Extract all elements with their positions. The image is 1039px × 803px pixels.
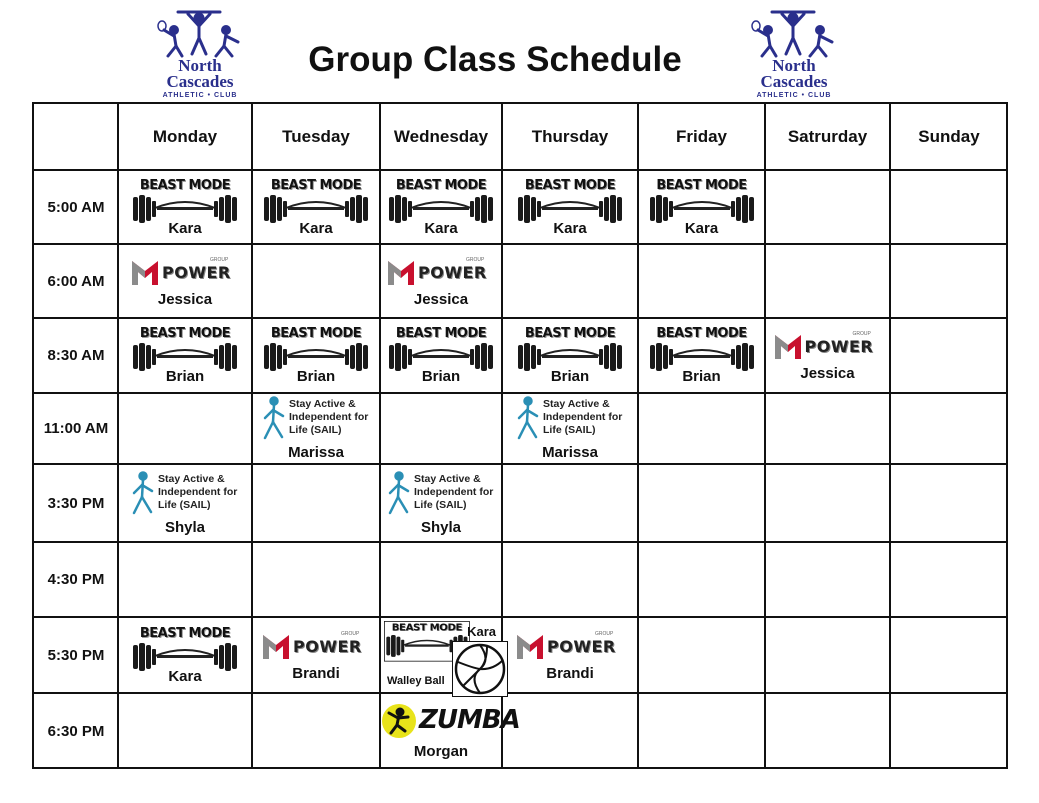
beast-mode-logo [131, 626, 239, 676]
sail-logo [386, 471, 496, 517]
beast-mode-text: BEAST MODE [656, 177, 747, 193]
class-cell-sail[interactable] [118, 464, 252, 542]
instructor-name: Kara [684, 219, 719, 237]
beast-mode-logo [648, 326, 756, 376]
group-power-text: POWER [547, 636, 616, 656]
sail-logo [130, 471, 240, 517]
group-power-text: POWER [293, 636, 362, 656]
instructor-name: Jessica [157, 290, 213, 308]
sail-text: Stay Active & Independent for Life (SAIL) [543, 398, 623, 436]
page-title: Group Class Schedule [308, 40, 682, 79]
beast-mode-text: BEAST MODE [395, 326, 487, 341]
beast-mode-text: BEAST MODE [524, 326, 616, 341]
zumba-text: ZUMBA [419, 704, 520, 735]
group-power-small-text: GROUP [852, 331, 871, 337]
group-power-text: POWER [804, 337, 874, 356]
beast-mode-logo [387, 178, 495, 228]
combo-class-wrap [380, 617, 502, 693]
instructor-name: Shyla [164, 518, 206, 536]
sail-logo [515, 396, 625, 442]
class-cell-beast-mode[interactable] [118, 318, 252, 393]
day-header-sunday: Sunday [918, 127, 980, 146]
beast-mode-text: BEAST MODE [524, 177, 616, 193]
instructor-name: Brandi [546, 664, 594, 682]
walley-ball-label: Walley Ball [387, 675, 445, 687]
sail-text: Stay Active & Independent for Life (SAIL) [414, 472, 494, 511]
class-cell-group-power[interactable] [380, 244, 502, 318]
walking-person-icon [130, 471, 156, 517]
class-cell-beast-mode[interactable] [638, 170, 765, 244]
barbell-icon [516, 326, 624, 376]
power-m-icon [773, 331, 803, 361]
athletes-icon [750, 8, 838, 60]
barbell-icon [131, 178, 239, 228]
walking-person-icon [386, 471, 412, 517]
logo-text-north: North [772, 56, 816, 75]
class-cell-group-power[interactable] [765, 318, 890, 393]
class-cell-beast-mode[interactable] [502, 170, 638, 244]
beast-mode-text: BEAST MODE [270, 177, 362, 193]
day-header-thursday: Thursday [531, 127, 609, 146]
time-slot-label: 6:00 AM [47, 272, 105, 290]
zumba-logo [381, 703, 520, 741]
beast-mode-text: BEAST MODE [656, 326, 747, 341]
beast-mode-text: BEAST MODE [270, 326, 362, 341]
instructor-name: Jessica [413, 290, 469, 308]
power-m-icon [515, 631, 545, 661]
beast-mode-logo [131, 326, 239, 376]
beast-mode-text: BEAST MODE [391, 621, 463, 634]
class-cell-beast-mode[interactable] [502, 318, 638, 393]
class-cell-group-power[interactable] [118, 244, 252, 318]
logo-text-cascades: Cascades [760, 72, 828, 91]
instructor-name: Brian [682, 368, 721, 385]
class-cell-beast-mode[interactable] [252, 318, 380, 393]
volleyball-icon [452, 641, 508, 697]
time-slot-label: 8:30 AM [47, 347, 105, 364]
group-power-logo [130, 255, 240, 289]
class-cell-beast-mode[interactable] [380, 170, 502, 244]
zumba-dancer-icon [381, 703, 417, 739]
barbell-icon [262, 326, 370, 376]
barbell-icon [648, 178, 756, 228]
time-slot-label: 3:30 PM [47, 494, 105, 512]
power-m-icon [386, 257, 416, 287]
grid-column-line [889, 104, 891, 767]
group-power-small-text: GROUP [466, 256, 485, 263]
athletes-icon [156, 8, 244, 60]
barbell-icon [387, 178, 495, 228]
club-logo-right [744, 8, 844, 100]
beast-mode-logo [387, 326, 495, 376]
group-power-logo [261, 629, 371, 663]
instructor-name: Marissa [288, 444, 344, 461]
group-power-text: POWER [418, 262, 487, 282]
logo-text-athletic-club: ATHLETIC • CLUB [162, 92, 238, 99]
instructor-name: Kara [553, 219, 587, 237]
day-header-friday: Friday [675, 127, 728, 146]
instructor-name: Kara [467, 624, 496, 639]
barbell-icon [648, 326, 756, 376]
class-cell-group-power[interactable] [252, 617, 380, 693]
instructor-name: Brandi [292, 664, 340, 682]
instructor-name: Brian [165, 368, 205, 385]
sail-text: Stay Active & Independent for Life (SAIL) [289, 398, 369, 436]
instructor-name: Shyla [420, 518, 462, 536]
beast-mode-logo [648, 178, 756, 228]
class-cell-zumba[interactable] [380, 693, 520, 769]
class-cell-beast-mode[interactable] [118, 617, 252, 693]
beast-mode-logo [262, 178, 370, 228]
beast-mode-text: BEAST MODE [139, 625, 231, 641]
sail-logo [261, 396, 371, 442]
class-cell-beast-mode[interactable] [638, 318, 765, 393]
day-header-saturday: Satrurday [787, 127, 868, 146]
barbell-icon [262, 178, 370, 228]
barbell-icon [131, 626, 239, 676]
class-cell-beast-mode[interactable] [252, 170, 380, 244]
class-cell-beast-mode[interactable] [380, 617, 502, 693]
group-power-logo [386, 255, 496, 289]
class-cell-sail[interactable] [380, 464, 502, 542]
instructor-name: Brian [421, 368, 461, 385]
power-m-icon [130, 257, 160, 287]
beast-mode-text: BEAST MODE [139, 326, 231, 341]
class-cell-beast-mode[interactable] [380, 318, 502, 393]
day-header-wednesday: Wednesday [393, 127, 489, 146]
sail-text: Stay Active & Independent for Life (SAIL) [158, 472, 238, 511]
instructor-name: Kara [299, 219, 333, 237]
time-slot-label: 5:30 PM [47, 646, 105, 664]
instructor-name: Jessica [800, 365, 855, 382]
beast-mode-text: BEAST MODE [139, 177, 231, 193]
instructor-name: Brian [296, 368, 336, 385]
logo-text-athletic-club: ATHLETIC • CLUB [756, 92, 832, 99]
beast-mode-text: BEAST MODE [395, 177, 487, 193]
barbell-icon [387, 326, 495, 376]
group-power-small-text: GROUP [210, 256, 229, 263]
walking-person-icon [261, 396, 287, 442]
logo-text-north: North [178, 56, 222, 75]
day-header-monday: Monday [152, 127, 218, 146]
group-power-small-text: GROUP [341, 630, 360, 637]
instructor-name: Kara [168, 219, 202, 237]
group-power-logo [515, 629, 625, 663]
time-slot-label: 4:30 PM [47, 571, 105, 588]
beast-mode-logo [516, 178, 624, 228]
time-slot-label: 6:30 PM [47, 722, 105, 740]
barbell-icon [131, 326, 239, 376]
class-cell-beast-mode[interactable] [118, 170, 252, 244]
instructor-name: Marissa [542, 444, 598, 461]
beast-mode-logo [516, 326, 624, 376]
class-cell-sail[interactable] [502, 393, 638, 464]
beast-mode-logo [131, 178, 239, 228]
beast-mode-logo [262, 326, 370, 376]
class-cell-group-power[interactable] [502, 617, 638, 693]
instructor-name: Kara [424, 219, 458, 237]
club-logo-left [150, 8, 250, 100]
instructor-name: Kara [168, 667, 202, 685]
barbell-icon [516, 178, 624, 228]
instructor-name: Morgan [413, 742, 469, 760]
power-m-icon [261, 631, 291, 661]
group-power-logo [773, 329, 883, 363]
walking-person-icon [515, 396, 541, 442]
group-power-small-text: GROUP [595, 630, 614, 637]
class-cell-sail[interactable] [252, 393, 380, 464]
group-power-text: POWER [162, 262, 231, 282]
logo-text-cascades: Cascades [166, 72, 234, 91]
time-slot-label: 11:00 AM [43, 420, 109, 437]
time-slot-label: 5:00 AM [47, 198, 105, 216]
schedule-table [32, 102, 1008, 769]
day-header-tuesday: Tuesday [282, 127, 350, 146]
instructor-name: Brian [550, 368, 590, 385]
